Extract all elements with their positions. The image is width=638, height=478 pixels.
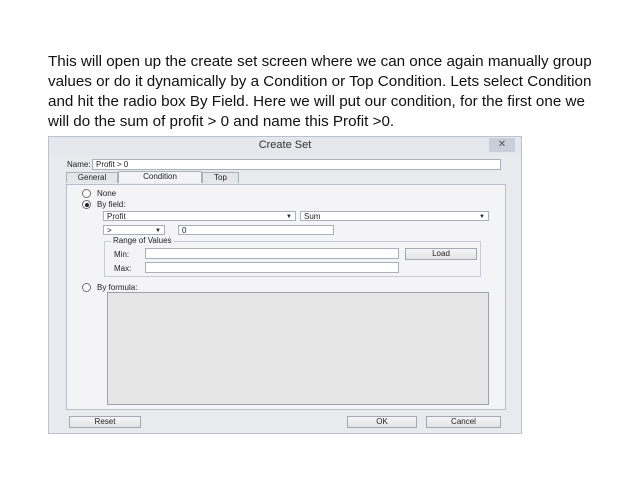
tab-top[interactable]: Top <box>202 172 239 183</box>
chevron-down-icon: ▼ <box>479 214 485 220</box>
radio-none-label: None <box>97 189 117 198</box>
cancel-button[interactable]: Cancel <box>426 416 501 428</box>
name-label: Name: <box>67 160 91 169</box>
aggregation-select-value: Sum <box>304 212 321 221</box>
ok-button[interactable]: OK <box>347 416 417 428</box>
operator-select-value: > <box>107 226 112 235</box>
max-label: Max: <box>114 264 132 273</box>
tab-condition[interactable]: Condition <box>118 171 202 183</box>
min-input[interactable] <box>145 248 399 259</box>
range-of-values-label: Range of Values <box>113 236 172 245</box>
radio-none[interactable] <box>82 189 91 198</box>
load-button[interactable]: Load <box>405 248 477 260</box>
radio-by-formula-label: By formula: <box>97 283 138 292</box>
intro-paragraph: This will open up the create set screen where we can once again manually group values or do it dynamically by a Condition or Top Condition. Lets select Condition and hit the radio box By Field. Here we will put our condition, for the first one we will do the sum of profit > 0 and name this Profit >0. <box>48 53 592 130</box>
dialog-titlebar <box>49 137 521 155</box>
create-set-dialog <box>48 136 522 434</box>
formula-editor[interactable] <box>107 292 489 405</box>
close-button[interactable] <box>489 138 515 152</box>
operator-select[interactable] <box>103 225 165 235</box>
condition-panel <box>66 184 506 410</box>
aggregation-select[interactable] <box>300 211 489 221</box>
tab-general[interactable]: General <box>66 172 118 183</box>
dialog-title: Create Set <box>258 139 312 151</box>
reset-button[interactable]: Reset <box>69 416 141 428</box>
field-select-value: Profit <box>107 212 126 221</box>
threshold-input[interactable]: 0 <box>178 225 334 235</box>
radio-by-field-label: By field: <box>97 200 126 209</box>
radio-by-field[interactable] <box>82 200 91 209</box>
name-field[interactable]: Profit > 0 <box>92 159 501 170</box>
chevron-down-icon: ▼ <box>155 228 161 234</box>
field-select[interactable] <box>103 211 296 221</box>
chevron-down-icon: ▼ <box>286 214 292 220</box>
radio-by-formula[interactable] <box>82 283 91 292</box>
max-input[interactable] <box>145 262 399 273</box>
min-label: Min: <box>114 250 130 259</box>
close-icon: ✕ <box>497 139 507 150</box>
radio-selected-dot <box>85 203 89 207</box>
